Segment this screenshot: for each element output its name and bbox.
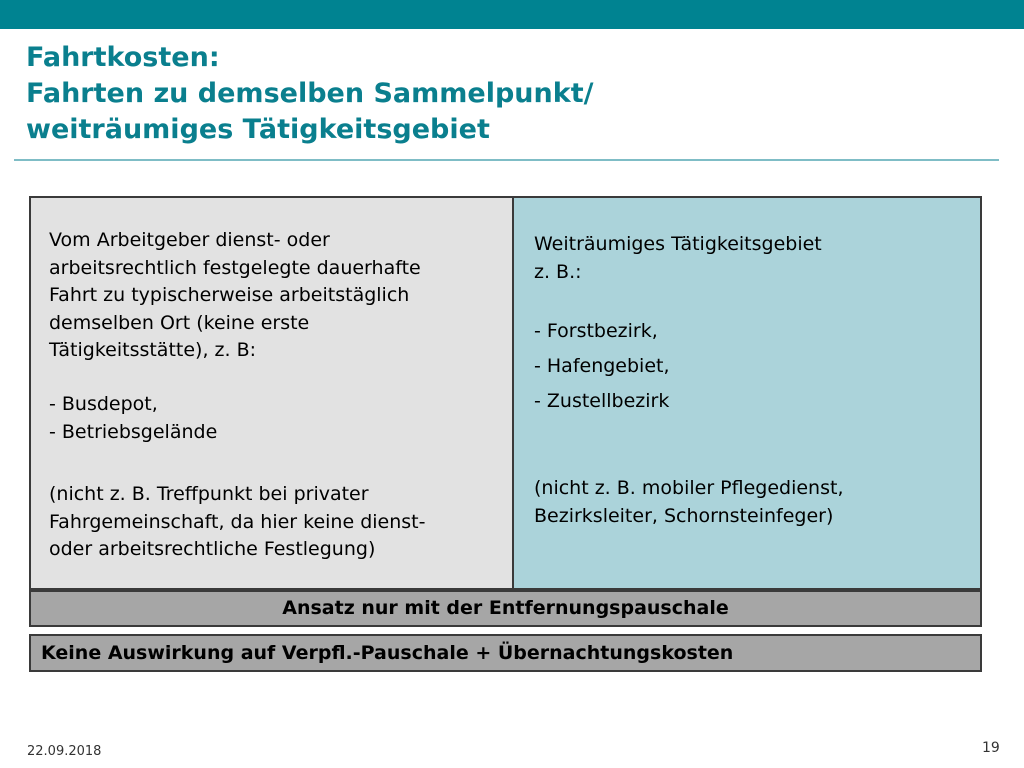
right-note-line: (nicht z. B. mobiler Pflegedienst, xyxy=(534,477,844,499)
left-intro-line: Fahrt zu typischerweise arbeitstäglich xyxy=(49,284,410,306)
left-intro-line: Vom Arbeitgeber dienst- oder xyxy=(49,229,330,251)
title-divider xyxy=(14,159,999,161)
top-accent-bar xyxy=(0,0,1024,29)
left-example-item: - Busdepot, xyxy=(49,393,158,415)
page-number: 19 xyxy=(982,740,1000,756)
left-intro-line: arbeitsrechtlich festgelegte dauerhafte xyxy=(49,256,421,279)
left-panel-sammelpunkt xyxy=(29,196,514,590)
left-note-text xyxy=(49,481,425,564)
page-title xyxy=(26,40,986,148)
title-line-1: Fahrtkosten: xyxy=(26,42,220,73)
right-heading-text xyxy=(534,231,822,286)
left-example-item: - Betriebsgelände xyxy=(49,420,218,443)
entfernungspauschale-bar: Ansatz nur mit der Entfernungspauschale xyxy=(29,590,982,627)
title-line-2: Fahrten zu demselben Sammelpunkt/ xyxy=(26,78,594,109)
left-intro-line: demselben Ort (keine erste xyxy=(49,311,310,334)
verpflegung-bar: Keine Auswirkung auf Verpfl.-Pauschale + Übernachtungskosten xyxy=(29,634,982,672)
right-example-item: - Zustellbezirk xyxy=(534,390,670,412)
left-note-line: oder arbeitsrechtliche Festlegung) xyxy=(49,538,376,560)
title-line-3: weiträumiges Tätigkeitsgebiet xyxy=(26,114,490,145)
right-note-text xyxy=(534,475,844,530)
right-examples-list xyxy=(534,314,670,419)
footer-date: 22.09.2018 xyxy=(27,744,102,759)
right-example-item: - Hafengebiet, xyxy=(534,355,670,377)
right-note-line: Bezirksleiter, Schornsteinfeger) xyxy=(534,504,834,527)
right-heading-line: z. B.: xyxy=(534,260,582,283)
left-note-line: (nicht z. B. Treffpunkt bei privater xyxy=(49,483,369,505)
right-heading-line: Weiträumiges Tätigkeitsgebiet xyxy=(534,233,822,255)
right-example-item: - Forstbezirk, xyxy=(534,320,658,342)
left-note-line: Fahrgemeinschaft, da hier keine dienst- xyxy=(49,510,426,533)
right-panel-taetigkeitsgebiet xyxy=(512,196,982,590)
left-examples-list xyxy=(49,391,217,446)
left-intro-line: Tätigkeitsstätte), z. B: xyxy=(49,339,257,361)
left-intro-text xyxy=(49,227,421,365)
